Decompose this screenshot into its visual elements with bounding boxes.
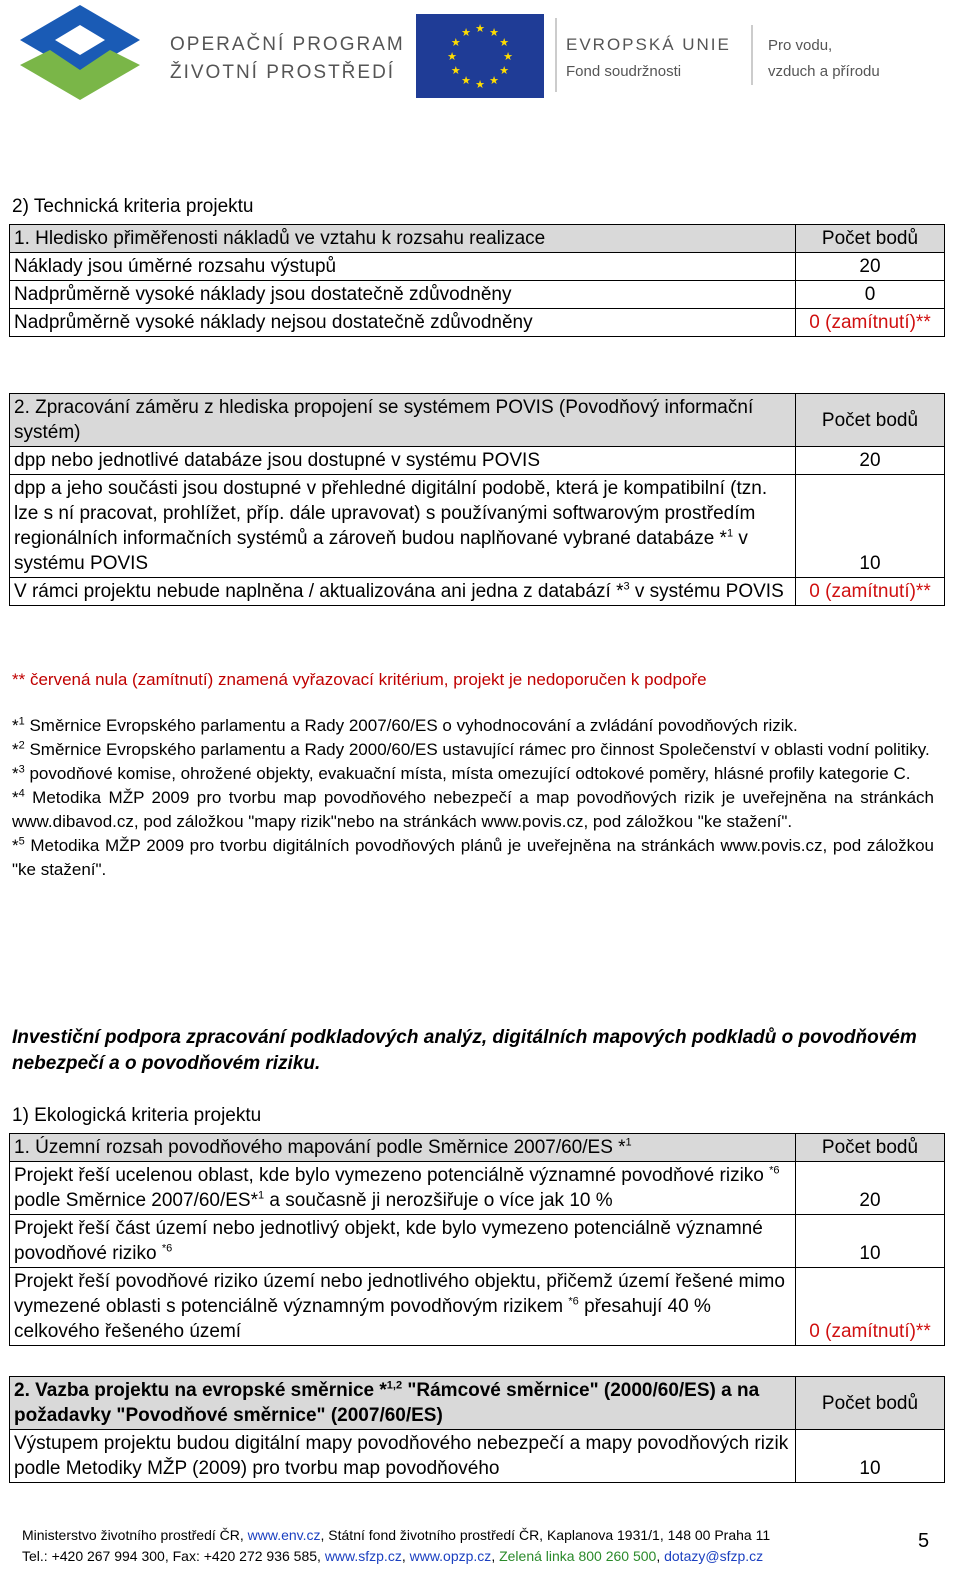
fn-text: Metodika MŽP 2009 pro tvorbu map povodňového nebezpečí a map povodňových rizik je uveřejněna na stránkách www.dibavod.cz, pod záložkou "mapy rizik"nebo na stránkách www.povis.cz, pod záložkou "ke stažení". [12,788,934,831]
row-text [10,1268,796,1346]
row-text: dpp nebo jednotlivé databáze jsou dostupné v systému POVIS [10,447,796,475]
row-points: 10 [796,1430,945,1483]
row-text [10,475,796,578]
table-row [10,1162,945,1215]
row-text: Nadprůměrně vysoké náklady nejsou dostatečně zdůvodněny [10,309,796,337]
logos [0,0,960,140]
eu-star: ★ [503,51,513,63]
footnote-ref: 1 [258,1189,265,1202]
table-head-points: Počet bodů [796,1134,945,1162]
eu-line1: EVROPSKÁ UNIE [566,35,731,54]
footnote [12,738,934,762]
table-row [10,1268,945,1346]
row-points: 10 [796,1215,945,1268]
row-text [10,1162,796,1215]
fn-sup: 3 [18,763,25,776]
head-text-a: 2. Vazba projektu na evropské směrnice * [14,1380,387,1401]
table-head-points: Počet bodů [796,225,945,253]
eu-star: ★ [475,23,485,35]
footnote-ref: 1 [726,527,734,540]
footer-email[interactable]: dotazy@sfzp.cz [664,1548,764,1564]
footnote-ref: 1,2 [386,1379,403,1392]
table-row [10,281,945,309]
footnote-ref: *6 [161,1242,173,1255]
row-points: 0 [796,281,945,309]
row-text: Výstupem projektu budou digitální mapy povodňového nebezpečí a mapy povodňových rizik podle Metodiky MŽP (2009) pro tvorbu map povodňového [10,1430,796,1483]
slogan1: Pro vodu, [768,37,833,54]
row-text-b: v systému POVIS [14,528,748,574]
table-head-points: Počet bodů [796,1377,945,1430]
fn-mark: * [12,740,19,759]
table-row [10,309,945,337]
row-text [10,1215,796,1268]
table-head-points: Počet bodů [796,394,945,447]
section-title-technical: 2) Technická kriteria projektu [12,196,254,217]
footnote-ref: *6 [568,1295,579,1308]
footnote-ref: 1 [625,1136,632,1149]
investment-heading: Investiční podpora zpracování podkladových analýz, digitálních mapových podkladů o povodňovém nebezpečí a o povodňovém riziku. [12,1027,917,1074]
footer-link[interactable]: www.env.cz [247,1527,321,1543]
table-head-label: 2. Zpracování záměru z hlediska propojení se systémem POVIS (Povodňový informační systém) [10,394,796,447]
eu-star: ★ [450,65,461,77]
row-text: Nadprůměrně vysoké náklady jsou dostatečně zdůvodněny [10,281,796,309]
eu-star: ★ [461,26,471,39]
footer-text: , [401,1548,410,1564]
table-head [10,1134,945,1162]
footer-link[interactable]: www.opzp.cz [409,1548,492,1564]
footer-text: Tel.: +420 267 994 300, Fax: +420 272 936 585, [22,1548,325,1564]
eu-star: ★ [450,37,461,49]
table-row [10,1430,945,1483]
row-text-a: V rámci projektu nebude naplněna / aktualizována ani jedna z databází * [14,581,624,602]
table-row [10,578,945,606]
fn-text: povodňové komise, ohrožené objekty, evakuační místa, místa omezující odtokové poměry, hlásné profily kategorie C. [24,764,911,783]
row-text-c: a současně ji nerozšiřuje o více jak 10 % [264,1190,613,1211]
row-points: 20 [796,1162,945,1215]
row-points-reject: 0 (zamítnutí)** [796,309,945,337]
footnote [12,762,934,786]
row-text-b: podle Směrnice 2007/60/ES* [14,1190,258,1211]
slogan2: vzduch a přírodu [768,63,880,80]
footnote-ref: 3 [623,580,630,593]
row-points-reject: 0 (zamítnutí)** [796,1268,945,1346]
footer-text: , [656,1548,665,1564]
eu-star: ★ [489,75,499,88]
footer-line1 [22,1525,942,1546]
footer-line2 [22,1546,942,1567]
footer-link[interactable]: www.sfzp.cz [324,1548,402,1564]
op-line1: OPERAČNÍ PROGRAM [170,34,405,55]
eu-star: ★ [475,79,485,91]
page-footer [22,1525,942,1567]
table-row [10,253,945,281]
header-logos [0,0,960,140]
page-number: 5 [918,1530,930,1552]
footnotes [12,668,934,882]
row-text-a: Projekt řeší povodňové riziko území nebo jednotlivého objektu, přičemž území řešené mimo vymezené oblasti s potenciálně významným povodňovým rizikem [14,1271,785,1317]
fn-text: Směrnice Evropského parlamentu a Rady 2000/60/ES ustavující rámec pro činnost Společenství v oblasti vodní politiky. [24,740,930,759]
footer-text: Ministerstvo životního prostředí ČR, [22,1527,248,1543]
table-head-label [10,1134,796,1162]
head-text: 1. Územní rozsah povodňového mapování podle Směrnice 2007/60/ES * [14,1137,626,1158]
footnote [12,786,934,834]
table-head-label: 1. Hledisko přiměřenosti nákladů ve vztahu k rozsahu realizace [10,225,796,253]
op-line2: ŽIVOTNÍ PROSTŘEDÍ [170,62,396,83]
table-head [10,1377,945,1430]
footnote [12,714,934,738]
fn-text: Směrnice Evropského parlamentu a Rady 2007/60/ES o vyhodnocování a zvládání povodňových rizik. [24,716,798,735]
footer-hotline: Zelená linka 800 260 500 [499,1548,657,1564]
footnote-ref: *6 [769,1164,780,1177]
eu-star: ★ [499,37,510,49]
table-row [10,1215,945,1268]
eu-star: ★ [489,26,499,39]
row-text-b: v systému POVIS [629,581,784,602]
row-text-a: Projekt řeší část území nebo jednotlivý objekt, kde bylo vymezeno potenciálně významné povodňové riziko [14,1218,763,1264]
fn-sup: 5 [18,835,25,848]
fn-sup: 1 [18,715,25,728]
row-points: 10 [796,475,945,578]
table-row [10,447,945,475]
footnote [12,834,934,882]
table-head [10,225,945,253]
eu-line2: Fond soudržnosti [566,63,682,80]
row-points-reject: 0 (zamítnutí)** [796,578,945,606]
fn-mark: * [12,836,19,855]
eu-star: ★ [499,65,510,77]
row-text-b: přesahují 40 % celkového řešeného území [14,1296,711,1342]
eu-star: ★ [461,75,471,88]
table-head-label [10,1377,796,1430]
section-title-ecological: 1) Ekologická kriteria projektu [12,1105,262,1126]
opzp-logo [20,5,140,100]
fn-sup: 2 [18,739,25,752]
table-head [10,394,945,447]
fn-text: Metodika MŽP 2009 pro tvorbu digitálních povodňových plánů je uveřejněna na stránkách www.povis.cz, pod záložkou "ke stažení". [12,836,934,879]
fn-sup: 4 [18,787,25,800]
footer-text: , [491,1548,500,1564]
row-text-a: dpp a jeho součásti jsou dostupné v přehledné digitální podobě, která je kompatibilní (tzn. lze s ní pracovat, prohlížet, příp. dále upravovat) s používanými softwarovým prostředím regionálních informačních systémů a zároveň budou naplňované vybrané databáze * [14,478,768,549]
row-points: 20 [796,253,945,281]
row-points: 20 [796,447,945,475]
footer-text: , Státní fond životního prostředí ČR, Kaplanova 1931/1, 148 00 Praha 11 [320,1527,771,1543]
table-directives [9,1376,945,1483]
row-text-a: Projekt řeší ucelenou oblast, kde bylo vymezeno potenciálně významné povodňové riziko [14,1165,770,1186]
row-text: Náklady jsou úměrné rozsahu výstupů [10,253,796,281]
table-povis [9,393,945,606]
table-territory [9,1133,945,1346]
fn-mark: * [12,716,19,735]
fn-mark: * [12,764,19,783]
eu-star: ★ [447,51,457,63]
row-text [10,578,796,606]
head-text-b: "Rámcové směrnice" (2000/60/ES) a na požadavky "Povodňové směrnice" (2007/60/ES) [14,1380,760,1426]
table-row [10,475,945,578]
table-cost [9,224,945,337]
reject-note: ** červená nula (zamítnutí) znamená vyřazovací kritérium, projekt je nedoporučen k podpoře [12,670,707,689]
fn-mark: * [12,788,19,807]
